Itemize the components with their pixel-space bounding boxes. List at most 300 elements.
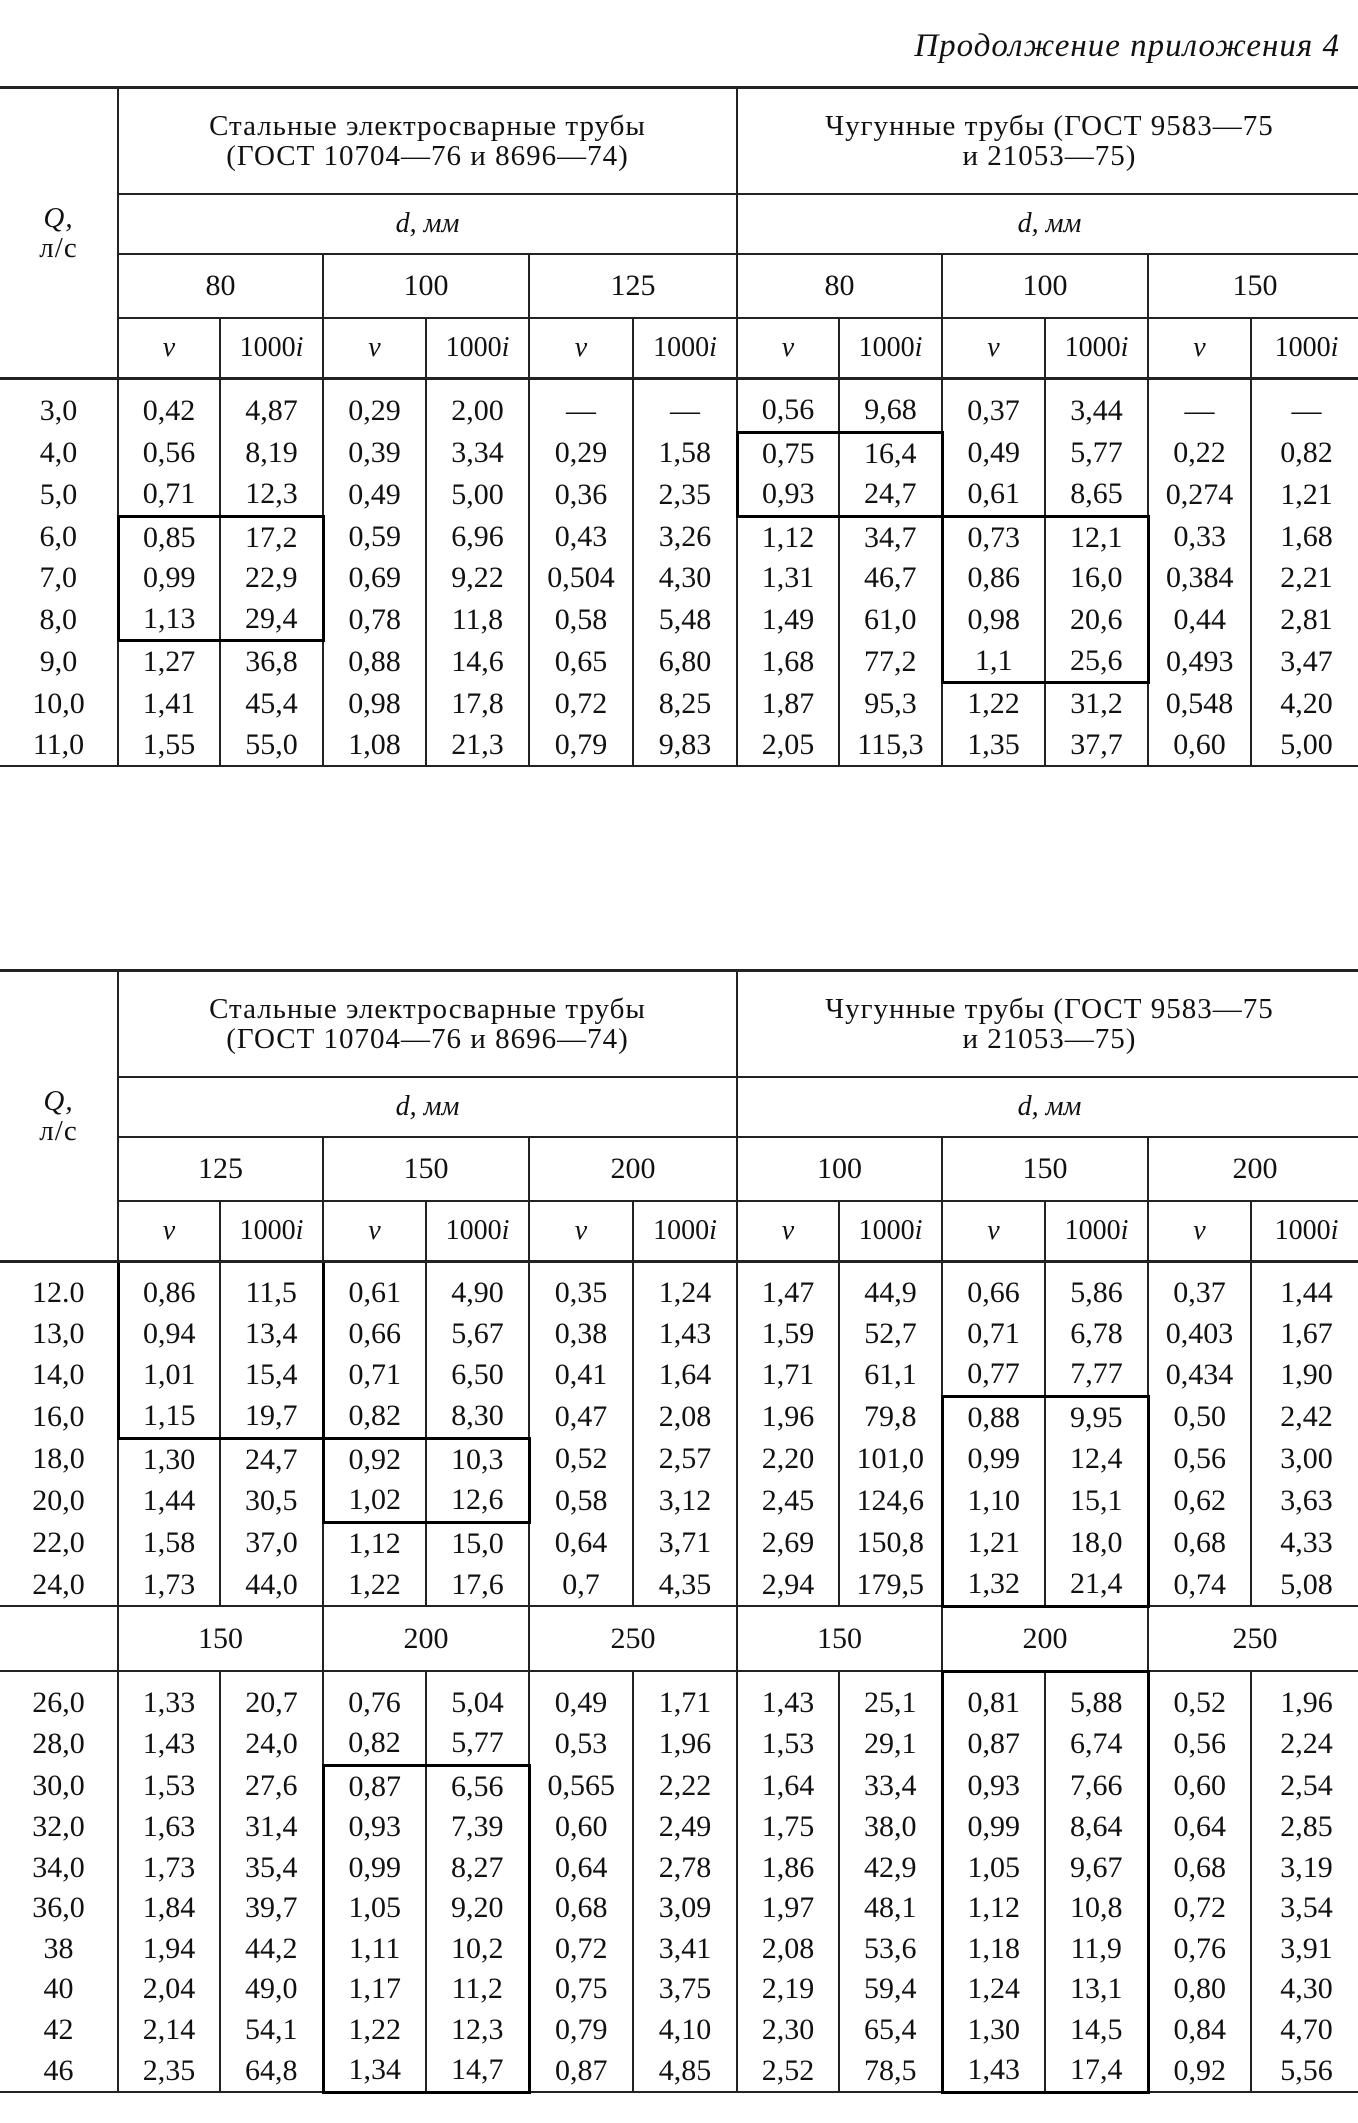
value-cell: 14,7 [426, 2050, 529, 2092]
value-cell: 16,0 [1045, 558, 1148, 599]
value-cell: 0,62 [1148, 1480, 1251, 1522]
value-cell: 4,90 [426, 1262, 529, 1314]
value-cell: 12,6 [426, 1480, 529, 1522]
value-cell: 3,34 [426, 432, 529, 474]
value-cell: 0,49 [323, 474, 426, 516]
flow-rate-cell: 13,0 [32, 1316, 85, 1350]
head-loss-header: 1000i [633, 318, 737, 379]
table-row [0, 725, 1358, 767]
value-cell: 115,3 [839, 725, 942, 767]
value-cell: 0,73 [942, 516, 1045, 558]
value-cell: 6,56 [426, 1765, 529, 1807]
value-cell: 1,12 [323, 1522, 426, 1564]
value-cell: 1,01 [118, 1354, 220, 1396]
value-cell: 1,27 [118, 641, 220, 683]
table-row [0, 1438, 1358, 1480]
value-cell: 0,98 [942, 599, 1045, 641]
head-loss-header: 1000i [426, 318, 529, 379]
flow-rate-cell: 7,0 [39, 561, 77, 595]
value-cell: 1,63 [118, 1807, 220, 1848]
value-cell: 4,30 [1251, 1969, 1358, 2010]
value-cell: 0,84 [1148, 2010, 1251, 2051]
value-cell: 101,0 [839, 1438, 942, 1480]
value-cell: 0,93 [737, 474, 839, 516]
value-cell: 17,8 [426, 683, 529, 725]
value-cell: 3,12 [633, 1480, 737, 1522]
diameter-cell: 200 [942, 1606, 1148, 1671]
value-cell: 54,1 [220, 2010, 323, 2051]
table-row [0, 1807, 1358, 1848]
value-cell: 2,57 [633, 1438, 737, 1480]
value-cell: — [1251, 379, 1358, 433]
value-cell: 1,90 [1251, 1354, 1358, 1396]
value-cell: 1,10 [942, 1480, 1045, 1522]
value-cell: 0,86 [118, 1262, 220, 1314]
flow-rate-cell: 24,0 [0, 1564, 118, 1606]
steel-pipes-title [118, 971, 737, 1078]
value-cell: 3,63 [1251, 1480, 1358, 1522]
table-row [0, 1314, 1358, 1355]
value-cell: 1,17 [323, 1969, 426, 2010]
value-cell: 5,00 [1251, 725, 1358, 767]
value-cell: 3,19 [1251, 1848, 1358, 1889]
flow-rate-cell: 34,0 [32, 1850, 85, 1884]
value-cell: 4,85 [633, 2050, 737, 2092]
value-cell: 5,77 [1045, 432, 1148, 474]
value-cell: 0,72 [529, 1929, 633, 1970]
table-row [0, 1262, 1358, 1314]
value-cell: 0,99 [323, 1848, 426, 1889]
value-cell: 0,78 [323, 599, 426, 641]
velocity-header: v [1148, 1201, 1251, 1262]
value-cell: 17,4 [1045, 2050, 1148, 2092]
value-cell: 34,7 [839, 516, 942, 558]
velocity-header: v [942, 1201, 1045, 1262]
value-cell: 0,98 [323, 683, 426, 725]
value-cell: 179,5 [839, 1564, 942, 1606]
table-row [0, 1929, 1358, 1970]
value-cell: 1,73 [118, 1848, 220, 1889]
value-cell: 2,24 [1251, 1723, 1358, 1765]
value-cell: 1,55 [118, 725, 220, 767]
value-cell: 53,6 [839, 1929, 942, 1970]
value-cell: 0,64 [529, 1522, 633, 1564]
diameter-cell: 100 [323, 254, 529, 318]
value-cell: 7,66 [1045, 1765, 1148, 1807]
value-cell: 0,88 [323, 641, 426, 683]
cast-title-line1: Чугунные трубы (ГОСТ 9583—75 [825, 110, 1274, 142]
flow-rate-cell: 38 [43, 1931, 74, 1965]
value-cell: 1,94 [118, 1929, 220, 1970]
value-cell: 0,52 [529, 1438, 633, 1480]
head-loss-header: 1000i [1251, 318, 1358, 379]
table-row [0, 1723, 1358, 1765]
value-cell: 0,71 [323, 1354, 426, 1396]
value-cell: 0,82 [1251, 432, 1358, 474]
value-cell: 12,4 [1045, 1438, 1148, 1480]
value-cell: 2,22 [633, 1765, 737, 1807]
value-cell: 1,44 [118, 1480, 220, 1522]
value-cell: 0,49 [529, 1671, 633, 1723]
value-cell: 2,21 [1251, 558, 1358, 599]
value-cell: 0,68 [529, 1888, 633, 1929]
value-cell: 16,4 [839, 432, 942, 474]
value-cell: 1,68 [737, 641, 839, 683]
value-cell: 0,99 [118, 558, 220, 599]
value-cell: 1,73 [118, 1564, 220, 1606]
value-cell: 0,56 [1148, 1723, 1251, 1765]
value-cell: 1,59 [737, 1314, 839, 1355]
value-cell: 1,41 [118, 683, 220, 725]
value-cell: 59,4 [839, 1969, 942, 2010]
value-cell: 37,0 [220, 1522, 323, 1564]
value-cell: 9,95 [1045, 1396, 1148, 1438]
q-unit: л/с [39, 1115, 78, 1147]
value-cell: 1,02 [323, 1480, 426, 1522]
value-cell: 1,58 [118, 1522, 220, 1564]
value-cell: 0,22 [1148, 432, 1251, 474]
table-row [0, 1396, 1358, 1438]
value-cell: 6,74 [1045, 1723, 1148, 1765]
table-row [0, 2010, 1358, 2051]
value-cell: 0,56 [1148, 1438, 1251, 1480]
value-cell: 5,77 [426, 1723, 529, 1765]
value-cell: 2,81 [1251, 599, 1358, 641]
steel-title-line2: (ГОСТ 10704—76 и 8696—74) [226, 1023, 629, 1055]
flow-rate-cell: 22,0 [32, 1526, 85, 1559]
diameter-cell: 100 [942, 254, 1148, 318]
value-cell: 1,22 [323, 2010, 426, 2051]
value-cell: 8,30 [426, 1396, 529, 1438]
table-row [0, 599, 1358, 641]
value-cell: 0,493 [1148, 641, 1251, 683]
value-cell: 3,41 [633, 1929, 737, 1970]
value-cell: 1,21 [1251, 474, 1358, 516]
flow-rate-cell: 42 [43, 2012, 74, 2046]
table-row [0, 1564, 1358, 1606]
head-loss-header: 1000i [220, 318, 323, 379]
value-cell: 0,565 [529, 1765, 633, 1807]
value-cell: 0,44 [1148, 599, 1251, 641]
value-cell: 0,41 [529, 1354, 633, 1396]
head-loss-header: 1000i [220, 1201, 323, 1262]
value-cell: 0,58 [529, 1480, 633, 1522]
value-cell: 1,22 [323, 1564, 426, 1606]
value-cell: 77,2 [839, 641, 942, 683]
value-cell: 79,8 [839, 1396, 942, 1438]
value-cell: 8,27 [426, 1848, 529, 1889]
head-loss-header: 1000i [426, 1201, 529, 1262]
velocity-header: v [323, 318, 426, 379]
steel-pipes-title [118, 88, 737, 195]
value-cell: 12,1 [1045, 516, 1148, 558]
value-cell: 3,00 [1251, 1438, 1358, 1480]
value-cell: 1,67 [1251, 1314, 1358, 1355]
flow-rate-cell: 36,0 [32, 1891, 85, 1925]
table-row [0, 379, 1358, 433]
steel-title-line1: Стальные электросварные трубы [209, 993, 646, 1025]
table-row [0, 516, 1358, 558]
value-cell: 1,97 [737, 1888, 839, 1929]
value-cell: 0,56 [118, 432, 220, 474]
value-cell: 25,1 [839, 1671, 942, 1723]
value-cell: 8,19 [220, 432, 323, 474]
value-cell: 9,83 [633, 725, 737, 767]
value-cell: 1,12 [942, 1888, 1045, 1929]
value-cell: 1,43 [942, 2050, 1045, 2092]
value-cell: 4,87 [220, 379, 323, 433]
value-cell: 33,4 [839, 1765, 942, 1807]
value-cell: 1,34 [323, 2050, 426, 2092]
flow-rate-cell: 30,0 [32, 1769, 85, 1802]
velocity-header: v [118, 1201, 220, 1262]
value-cell: 0,7 [529, 1564, 633, 1606]
value-cell: 1,13 [118, 599, 220, 641]
value-cell: 0,37 [1148, 1262, 1251, 1314]
value-cell: 5,04 [426, 1671, 529, 1723]
steel-diameter-header: d, мм [118, 194, 737, 254]
table-row [0, 1480, 1358, 1522]
value-cell: 21,3 [426, 725, 529, 767]
value-cell: 2,20 [737, 1438, 839, 1480]
value-cell: 2,54 [1251, 1765, 1358, 1807]
value-cell: 0,53 [529, 1723, 633, 1765]
value-cell: 0,88 [942, 1396, 1045, 1438]
value-cell: 1,96 [737, 1396, 839, 1438]
value-cell: 44,9 [839, 1262, 942, 1314]
flow-rate-cell: 28,0 [32, 1727, 85, 1760]
value-cell: 9,22 [426, 558, 529, 599]
flow-rate-cell: 11,0 [0, 725, 118, 767]
value-cell: 0,43 [529, 516, 633, 558]
diameter-cell: 80 [118, 254, 323, 318]
value-cell: 4,33 [1251, 1522, 1358, 1564]
value-cell: 3,47 [1251, 641, 1358, 683]
value-cell: 5,08 [1251, 1564, 1358, 1606]
value-cell: 37,7 [1045, 725, 1148, 767]
value-cell: 4,10 [633, 2010, 737, 2051]
cast-diameter-header: d, мм [737, 194, 1358, 254]
value-cell: 0,42 [118, 379, 220, 433]
value-cell: 20,7 [220, 1671, 323, 1723]
value-cell: 1,64 [633, 1354, 737, 1396]
value-cell: 0,60 [529, 1807, 633, 1848]
value-cell: 0,99 [942, 1438, 1045, 1480]
value-cell: 0,72 [1148, 1888, 1251, 1929]
table-row [0, 558, 1358, 599]
value-cell: 124,6 [839, 1480, 942, 1522]
value-cell: 0,80 [1148, 1969, 1251, 2010]
value-cell: 0,99 [942, 1807, 1045, 1848]
value-cell: 20,6 [1045, 599, 1148, 641]
value-cell: — [529, 379, 633, 433]
flow-rate-cell: 3,0 [39, 394, 78, 427]
cast-diameter-header: d, мм [737, 1077, 1358, 1137]
cast-iron-pipes-title [737, 971, 1358, 1078]
head-loss-header: 1000i [839, 318, 942, 379]
value-cell: 1,22 [942, 683, 1045, 725]
value-cell: 1,11 [323, 1929, 426, 1970]
velocity-header: v [1148, 318, 1251, 379]
value-cell: 6,78 [1045, 1314, 1148, 1355]
value-cell: 4,35 [633, 1564, 737, 1606]
value-cell: 2,49 [633, 1807, 737, 1848]
value-cell: 2,94 [737, 1564, 839, 1606]
value-cell: 1,18 [942, 1929, 1045, 1970]
value-cell: 9,20 [426, 1888, 529, 1929]
flow-rate-cell: 46 [0, 2050, 118, 2092]
value-cell: 24,0 [220, 1723, 323, 1765]
velocity-header: v [737, 1201, 839, 1262]
diameter-cell: 150 [1148, 254, 1358, 318]
value-cell: 0,68 [1148, 1848, 1251, 1889]
value-cell: 9,68 [839, 379, 942, 433]
table-row [0, 432, 1358, 474]
value-cell: 0,82 [323, 1723, 426, 1765]
value-cell: 0,79 [529, 2010, 633, 2051]
value-cell: 0,65 [529, 641, 633, 683]
diameter-cell: 200 [1148, 1137, 1358, 1201]
cast-iron-pipes-title [737, 88, 1358, 195]
diameter-cell: 250 [1148, 1606, 1358, 1671]
value-cell: 1,12 [737, 516, 839, 558]
value-cell: 7,77 [1045, 1354, 1148, 1396]
flow-rate-cell: 26,0 [32, 1685, 85, 1719]
table-row [0, 1888, 1358, 1929]
value-cell: 2,19 [737, 1969, 839, 2010]
value-cell: 13,1 [1045, 1969, 1148, 2010]
value-cell: 2,85 [1251, 1807, 1358, 1848]
value-cell: 2,35 [118, 2050, 220, 2092]
flow-rate-cell: 12.0 [32, 1276, 85, 1310]
q-symbol: Q, [43, 202, 74, 234]
value-cell: 0,548 [1148, 683, 1251, 725]
value-cell: 0,49 [942, 432, 1045, 474]
flow-rate-cell: 6,0 [39, 520, 77, 553]
value-cell: 2,14 [118, 2010, 220, 2051]
value-cell: 6,96 [426, 516, 529, 558]
table-row [0, 683, 1358, 725]
diameter-cell: 150 [323, 1137, 529, 1201]
value-cell: 0,86 [942, 558, 1045, 599]
diameter-cell: 200 [323, 1606, 529, 1671]
value-cell: 0,76 [323, 1671, 426, 1723]
value-cell: 0,60 [1148, 1765, 1251, 1807]
value-cell: 5,00 [426, 474, 529, 516]
value-cell: 24,7 [839, 474, 942, 516]
value-cell: 1,32 [942, 1564, 1045, 1606]
value-cell: 1,05 [942, 1848, 1045, 1889]
q-header [0, 88, 118, 379]
value-cell: 11,8 [426, 599, 529, 641]
value-cell: 1,47 [737, 1262, 839, 1314]
value-cell: 0,75 [529, 1969, 633, 2010]
value-cell: 44,2 [220, 1929, 323, 1970]
value-cell: 46,7 [839, 558, 942, 599]
cast-title-line2: и 21053—75) [962, 1023, 1137, 1055]
value-cell: 29,1 [839, 1723, 942, 1765]
section-blank-cell [0, 1606, 118, 1671]
value-cell: 1,68 [1251, 516, 1358, 558]
table-row [0, 1354, 1358, 1396]
value-cell: 1,71 [633, 1671, 737, 1723]
value-cell: 0,79 [529, 725, 633, 767]
value-cell: 19,7 [220, 1396, 323, 1438]
table-row [0, 1522, 1358, 1564]
value-cell: — [1148, 379, 1251, 433]
value-cell: 1,33 [118, 1671, 220, 1723]
table-row [0, 1969, 1358, 2010]
velocity-header: v [737, 318, 839, 379]
value-cell: 11,9 [1045, 1929, 1148, 1970]
flow-rate-cell: 16,0 [32, 1400, 85, 1433]
cast-title-line1: Чугунные трубы (ГОСТ 9583—75 [825, 993, 1274, 1025]
value-cell: 44,0 [220, 1564, 323, 1606]
value-cell: 11,2 [426, 1969, 529, 2010]
value-cell: 31,4 [220, 1807, 323, 1848]
hydraulic-table-2 [0, 969, 1358, 2094]
value-cell: 0,47 [529, 1396, 633, 1438]
value-cell: 1,87 [737, 683, 839, 725]
value-cell: 3,71 [633, 1522, 737, 1564]
page-caption: Продолжение приложения 4 [914, 28, 1340, 64]
value-cell: 14,6 [426, 641, 529, 683]
value-cell: 1,86 [737, 1848, 839, 1889]
q-header [0, 971, 118, 1262]
value-cell: 0,36 [529, 474, 633, 516]
value-cell: 0,71 [942, 1314, 1045, 1355]
table-row [0, 641, 1358, 683]
value-cell: 1,05 [323, 1888, 426, 1929]
value-cell: 1,31 [737, 558, 839, 599]
value-cell: 1,24 [633, 1262, 737, 1314]
value-cell: 0,82 [323, 1396, 426, 1438]
value-cell: — [633, 379, 737, 433]
value-cell: 0,92 [1148, 2050, 1251, 2092]
value-cell: 1,15 [118, 1396, 220, 1438]
velocity-header: v [529, 318, 633, 379]
value-cell: 0,64 [529, 1848, 633, 1889]
value-cell: 0,92 [323, 1438, 426, 1480]
value-cell: 0,94 [118, 1314, 220, 1355]
value-cell: 0,50 [1148, 1396, 1251, 1438]
value-cell: 1,30 [942, 2010, 1045, 2051]
value-cell: 8,65 [1045, 474, 1148, 516]
value-cell: 0,69 [323, 558, 426, 599]
value-cell: 1,08 [323, 725, 426, 767]
value-cell: 0,38 [529, 1314, 633, 1355]
value-cell: 0,74 [1148, 1564, 1251, 1606]
value-cell: 4,70 [1251, 2010, 1358, 2051]
flow-rate-cell: 10,0 [32, 686, 85, 720]
value-cell: 1,21 [942, 1522, 1045, 1564]
value-cell: 0,274 [1148, 474, 1251, 516]
diameter-cell: 150 [118, 1606, 323, 1671]
value-cell: 15,0 [426, 1522, 529, 1564]
value-cell: 2,52 [737, 2050, 839, 2092]
flow-rate-cell: 4,0 [39, 436, 78, 469]
value-cell: 5,86 [1045, 1262, 1148, 1314]
value-cell: 2,78 [633, 1848, 737, 1889]
value-cell: 10,2 [426, 1929, 529, 1970]
flow-rate-cell: 18,0 [32, 1442, 85, 1475]
velocity-header: v [942, 318, 1045, 379]
diameter-cell: 150 [737, 1606, 942, 1671]
value-cell: 13,4 [220, 1314, 323, 1355]
value-cell: 0,56 [737, 379, 839, 433]
value-cell: 6,50 [426, 1354, 529, 1396]
head-loss-header: 1000i [1045, 1201, 1148, 1262]
